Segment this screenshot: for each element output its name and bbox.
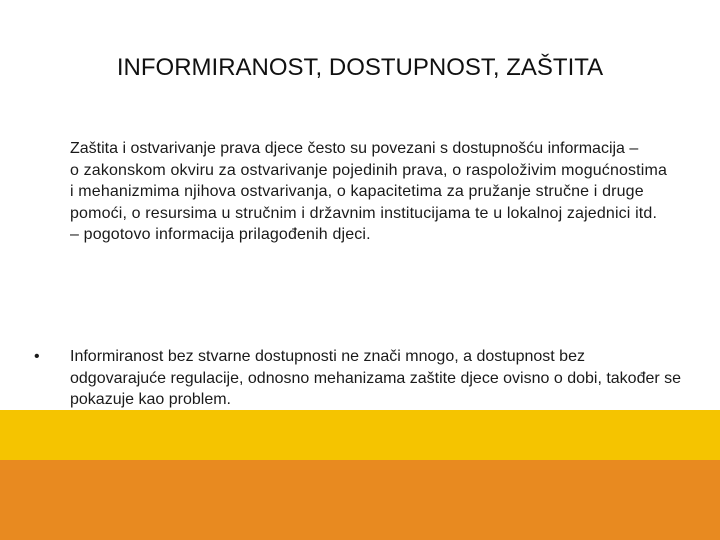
- slide-title: INFORMIRANOST, DOSTUPNOST, ZAŠTITA: [116, 54, 604, 81]
- footer-band-yellow: [0, 410, 720, 460]
- intro-body: o zakonskom okviru za ostvarivanje pojedinih prava, o raspoloživim mogućnostima i mehanizmima njihova ostvarivanja, o kapacitetima za pružanje stručne i druge pomoći, o resursima u stručnim i državnim institucijama te u lokalnoj zajednici itd. – pogotovo informacija prilagođenih djeci.: [70, 161, 668, 243]
- intro-paragraph: [70, 138, 670, 246]
- bullet-icon: •: [34, 348, 40, 365]
- bullet-text: Informiranost bez stvarne dostupnosti ne znači mnogo, a dostupnost bez odgovarajuće regulacije, odnosno mehanizama zaštite djece ovisno o dobi, također se pokazuje kao problem.: [70, 348, 682, 408]
- footer-band-orange: [0, 460, 720, 540]
- intro-lead: Zaštita i ostvarivanje prava djece često su povezani s dostupnošću informacija –: [70, 140, 639, 157]
